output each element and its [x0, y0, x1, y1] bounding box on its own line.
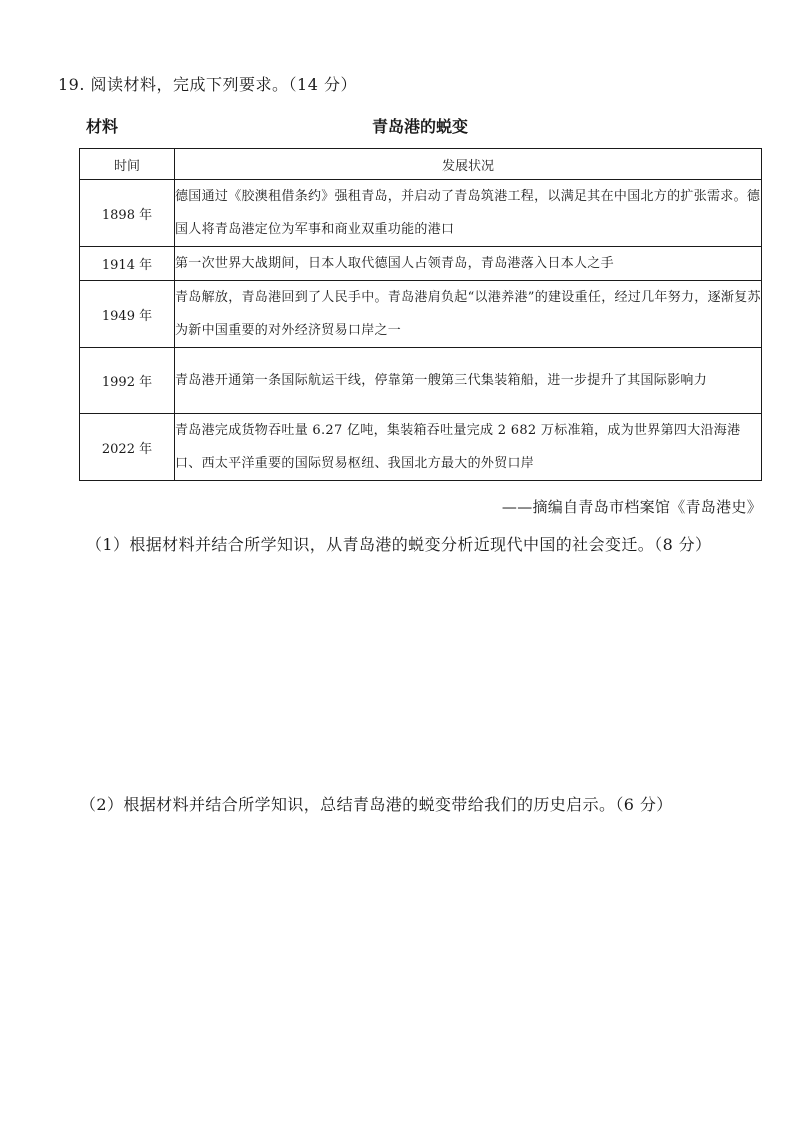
- source-citation: ——摘编自青岛市档案馆《青岛港史》: [501, 498, 762, 516]
- material-title: 青岛港的蜕变: [371, 117, 468, 136]
- row-year: 1898 年: [80, 180, 175, 247]
- row-year: 1914 年: [80, 247, 175, 281]
- row-text: 德国通过《胶澳租借条约》强租青岛，并启动了青岛筑港工程，以满足其在中国北方的扩张需求。德国人将青岛港定位为军事和商业双重功能的港口: [175, 180, 762, 247]
- sub-question-1: （1）根据材料并结合所学知识，从青岛港的蜕变分析近现代中国的社会变迁。（8 分）: [86, 535, 712, 554]
- row-text: 青岛解放，青岛港回到了人民手中。青岛港肩负起“以港养港”的建设重任，经过几年努力，逐渐复苏为新中国重要的对外经济贸易口岸之一: [175, 281, 762, 348]
- row-text: 青岛港开通第一条国际航运干线，停靠第一艘第三代集装箱船，进一步提升了其国际影响力: [175, 348, 762, 414]
- row-year: 2022 年: [80, 414, 175, 481]
- header-status: 发展状况: [175, 149, 762, 180]
- row-text: 青岛港完成货物吞吐量 6.27 亿吨，集装箱吞吐量完成 2 682 万标准箱，成为世界第四大沿海港口、西太平洋重要的国际贸易枢纽、我国北方最大的外贸口岸: [175, 414, 762, 481]
- row-year: 1992 年: [80, 348, 175, 414]
- table-row: [80, 247, 762, 281]
- table-row: [80, 414, 762, 481]
- table-row: [80, 180, 762, 247]
- table-header-row: [80, 149, 762, 180]
- timeline-table: [79, 148, 762, 481]
- row-year: 1949 年: [80, 281, 175, 348]
- table-row: [80, 281, 762, 348]
- row-text: 第一次世界大战期间，日本人取代德国人占领青岛，青岛港落入日本人之手: [175, 247, 762, 281]
- header-time: 时间: [80, 149, 175, 180]
- table-row: [80, 348, 762, 414]
- material-label: 材料: [86, 117, 119, 136]
- sub-question-2: （2）根据材料并结合所学知识，总结青岛港的蜕变带给我们的历史启示。（6 分）: [80, 795, 673, 814]
- question-header: 19. 阅读材料，完成下列要求。（14 分）: [58, 75, 357, 94]
